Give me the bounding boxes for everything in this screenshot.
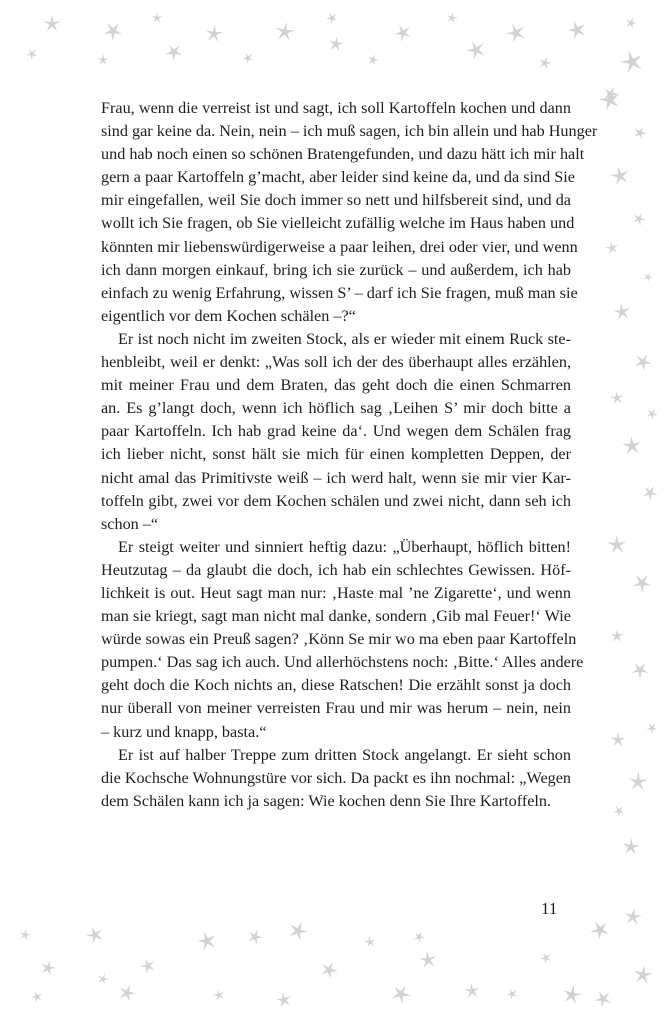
star-icon xyxy=(625,908,642,925)
star-icon xyxy=(140,959,155,974)
star-icon xyxy=(633,575,652,593)
star-icon xyxy=(466,41,485,60)
text-line: schon –“ xyxy=(101,514,159,533)
text-line: gern a paar Kartoffeln g’macht, aber leider sind keine da, und da sind Sie xyxy=(101,168,575,187)
star-icon xyxy=(414,932,425,943)
text-line: man sie kriegt, sagt man nicht mal danke, sondern ‚Gib mal Feuer!‘ Wie xyxy=(101,607,571,626)
star-icon xyxy=(563,985,582,1004)
star-icon xyxy=(643,486,658,501)
star-icon xyxy=(289,922,308,941)
star-icon xyxy=(620,51,642,74)
star-icon xyxy=(41,960,56,975)
body-text xyxy=(101,97,598,813)
star-icon xyxy=(644,273,653,282)
star-icon xyxy=(539,56,552,69)
star-icon xyxy=(248,930,263,945)
star-icon xyxy=(540,953,551,964)
star-icon xyxy=(329,36,344,51)
text-line: geht doch die Koch nichts an, diese Ratschen! Die erzählt sonst ja doch xyxy=(101,676,571,695)
text-line: an. Es g’langt doch, wenn ich höflich sag ‚Leihen S’ mir doch bitte a xyxy=(101,399,571,418)
star-icon xyxy=(368,54,379,65)
star-icon xyxy=(151,12,162,23)
star-icon xyxy=(622,436,641,455)
text-line: paar Kartoffeln. Ich hab grad keine da‘. Und wegen dem Schälen frag xyxy=(101,422,571,441)
text-line: henbleibt, weil er denkt: „Was soll ich der des überhaupt alles erzählen, xyxy=(101,353,571,372)
star-icon xyxy=(321,962,338,979)
star-icon xyxy=(103,23,122,41)
text-line: einfach zu wenig Erfahrung, wissen S’ – darf ich Sie fragen, muß man sie xyxy=(101,283,578,302)
star-icon xyxy=(20,929,31,940)
star-icon xyxy=(605,241,618,254)
page-number: 11 xyxy=(541,899,558,918)
star-icon xyxy=(647,409,658,420)
paragraph xyxy=(101,744,571,813)
paragraph xyxy=(101,536,584,744)
star-icon xyxy=(447,12,458,23)
star-icon xyxy=(610,391,623,404)
star-icon xyxy=(631,663,648,679)
text-line: mit meiner Frau und dem Braten, das geht doch die einen Schmarren xyxy=(101,376,571,395)
text-line: mir eingefallen, weil Sie doch immer so nett und hilfsbereit sind, und da xyxy=(101,191,571,210)
star-icon xyxy=(506,989,517,1000)
text-line: ich dann morgen einkauf, bring ich sie zurück – und außerdem, ich hab xyxy=(101,260,571,279)
star-icon xyxy=(213,989,224,1000)
star-icon xyxy=(599,89,619,110)
text-line: Er steigt weiter und sinniert heftig dazu: „Überhaupt, höflich bitten! xyxy=(118,537,571,556)
star-icon xyxy=(392,985,411,1004)
star-icon xyxy=(43,15,60,31)
star-icon xyxy=(206,25,223,42)
text-line: wollt ich Sie fragen, ob Sie vielleicht zufällig welche im Haus haben und xyxy=(101,214,575,233)
text-line: nur überall von meiner verreisten Frau und mir was herum – nein, nein xyxy=(101,699,571,718)
star-icon xyxy=(634,965,653,984)
star-icon xyxy=(610,166,629,185)
star-icon xyxy=(594,991,611,1008)
star-icon xyxy=(567,21,585,40)
text-line: lichkeit is out. Heut sagt man nur: ‚Haste mal ’ne Zigarette‘, und wenn xyxy=(101,583,571,602)
star-icon xyxy=(464,983,479,998)
text-line: eigentlich vor dem Kochen schälen –?“ xyxy=(101,306,356,325)
star-icon xyxy=(276,22,295,41)
star-icon xyxy=(610,732,625,747)
paragraph xyxy=(101,97,598,328)
star-icon xyxy=(635,354,652,371)
star-icon xyxy=(626,17,637,28)
text-line: toffeln gibt, zwei vor dem Kochen schälen und zwei nicht, dann seh ich xyxy=(101,491,571,510)
star-icon xyxy=(120,985,136,1002)
text-line: – kurz und knapp, basta.“ xyxy=(101,722,267,741)
star-icon xyxy=(26,49,37,60)
text-line: würde sowas ein Preuß sagen? ‚Könn Se mir wo ma eben paar Kartoffeln xyxy=(101,630,577,649)
star-icon xyxy=(97,54,108,65)
star-icon xyxy=(197,931,215,950)
star-icon xyxy=(506,24,524,43)
star-icon xyxy=(607,535,626,553)
star-icon xyxy=(326,13,337,24)
text-line: sind gar keine da. Nein, nein – ich muß sagen, ich bin allein und hab Hunger xyxy=(101,122,598,141)
text-line: Heutzutag – da glaubt die doch, ich hab ein schlechtes Gewissen. Höf- xyxy=(101,560,571,579)
star-icon xyxy=(394,25,411,42)
star-icon xyxy=(646,723,657,734)
star-icon xyxy=(31,991,42,1002)
star-icon xyxy=(604,87,619,102)
text-line: ich lieber nicht, sonst hält sie mich für einen kompletten Deppen, der xyxy=(101,445,571,464)
star-icon xyxy=(629,772,648,790)
star-icon xyxy=(610,629,623,642)
star-icon xyxy=(242,53,253,64)
star-icon xyxy=(364,936,375,947)
star-icon xyxy=(98,973,109,984)
text-line: und hab noch einen so schönen Bratengefunden, und dazu hätt ich mir halt xyxy=(101,145,585,164)
star-icon xyxy=(613,303,630,320)
text-line: könnten mir liebenswürdigerweise a paar leihen, drei oder vier, und wenn xyxy=(101,237,578,256)
star-icon xyxy=(633,213,646,226)
text-line: die Kochsche Wohnungstüre vor sich. Da packt es ihn nochmal: „Wegen xyxy=(101,768,571,787)
text-line: dem Schälen kann ich ja sagen: Wie kochen denn Sie Ihre Kartoffeln. xyxy=(101,791,552,810)
text-line: Er ist noch nicht im zweiten Stock, als er wieder mit einem Ruck ste- xyxy=(118,329,571,348)
star-icon xyxy=(419,951,436,968)
star-icon xyxy=(276,992,291,1007)
star-icon xyxy=(623,838,640,855)
star-icon xyxy=(165,45,182,62)
star-icon xyxy=(634,127,647,140)
star-icon xyxy=(86,927,103,944)
star-icon xyxy=(613,806,624,817)
text-line: Frau, wenn die verreist ist und sagt, ich soll Kartoffeln kochen und dann xyxy=(101,99,571,117)
text-line: pumpen.‘ Das sag ich auch. Und allerhöchstens noch: ‚Bitte.‘ Alles andere xyxy=(101,653,584,672)
text-line: nicht amal das Primitivste weiß – ich werd halt, wenn sie mir vier Kar- xyxy=(101,468,571,487)
text-line: Er ist auf halber Treppe zum dritten Stock angelangt. Er sieht schon xyxy=(118,745,571,764)
star-icon xyxy=(590,921,609,940)
paragraph xyxy=(101,328,571,536)
